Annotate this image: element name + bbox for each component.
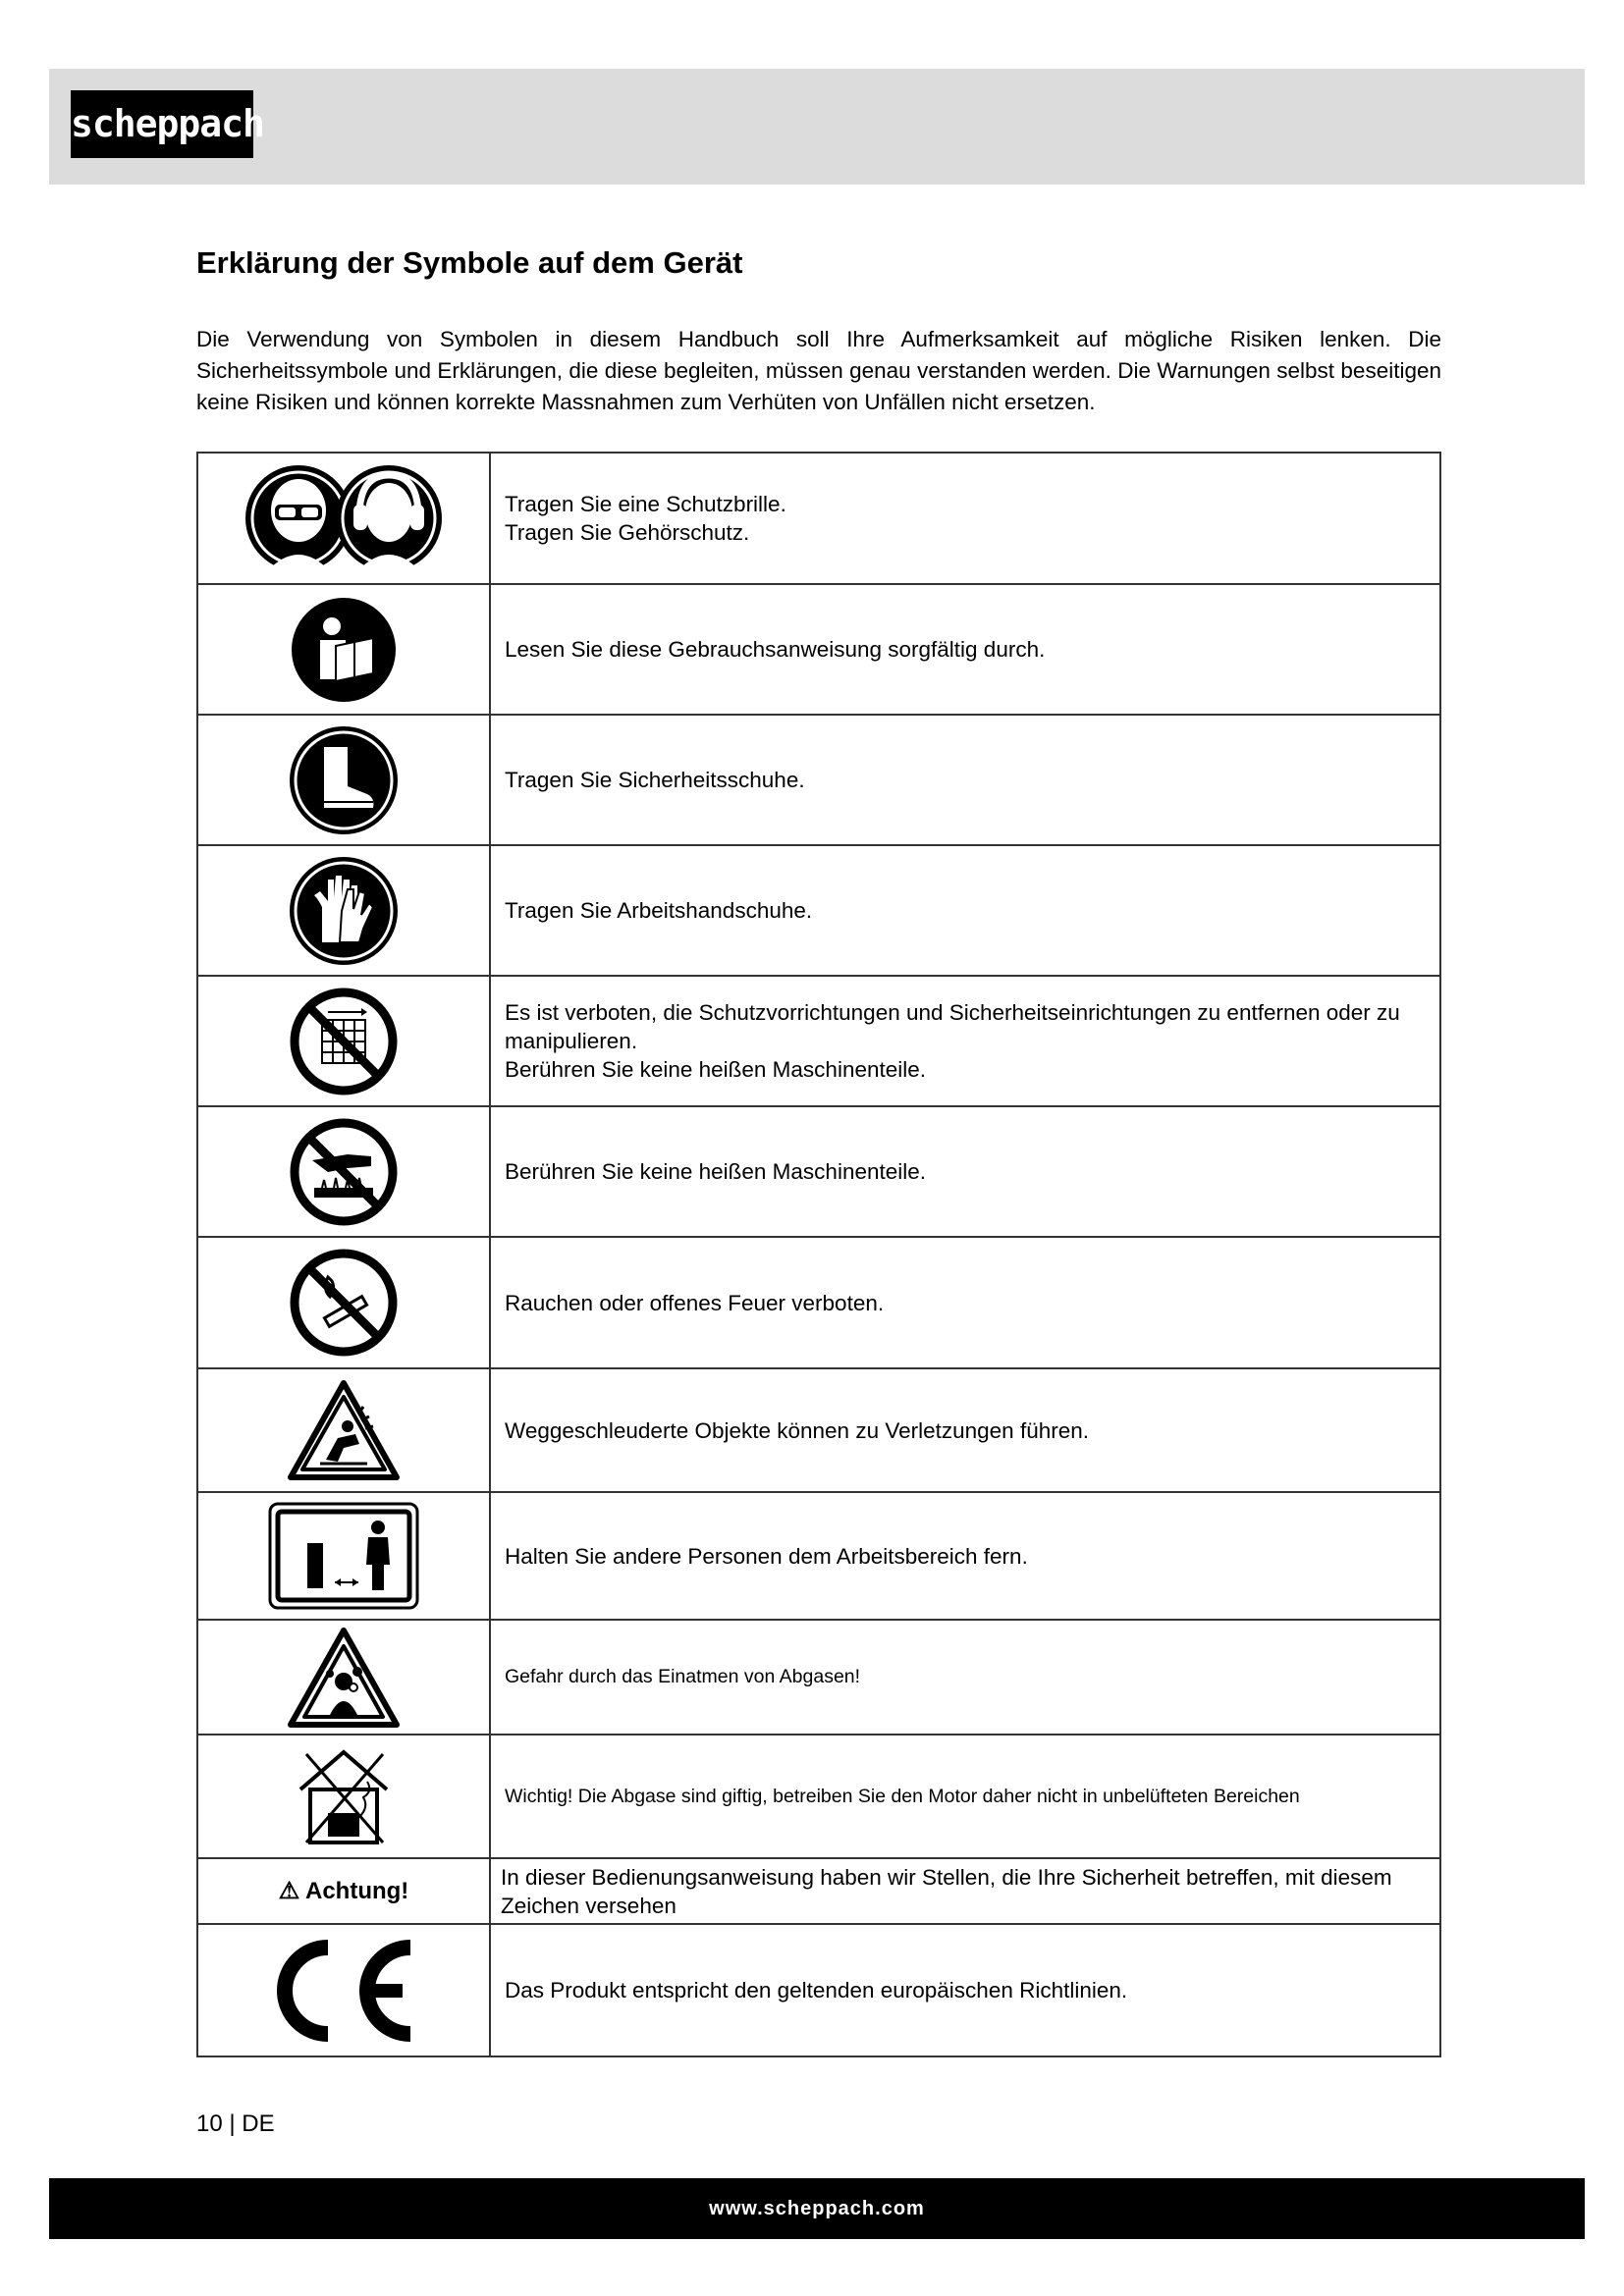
row-text-line: Berühren Sie keine heißen Maschinenteile. [505,1057,927,1082]
row-text-line: In dieser Bedienungsanweisung haben wir Stellen, die Ihre Sicherheit betreffen, mit diesem Zeichen versehen [501,1864,1392,1918]
table-row [197,976,1440,1106]
row-text-line: Gefahr durch das Einatmen von Abgasen! [505,1666,861,1687]
row-text-line: Halten Sie andere Personen dem Arbeitsbereich fern. [505,1543,1028,1569]
row-text-line: Wichtig! Die Abgase sind giftig, betreiben Sie den Motor daher nicht in unbelüfteten Bereichen [505,1785,1300,1807]
header-band [49,69,1585,185]
table-row [197,845,1440,976]
row-text-line: Tragen Sie Arbeitshandschuhe. [505,898,813,923]
row-text-line: Berühren Sie keine heißen Maschinenteile. [505,1159,927,1184]
table-row [197,1620,1440,1735]
table-row [197,1237,1440,1368]
table-row [197,1924,1440,2056]
ce-mark-icon [265,1936,422,2046]
row-text-line: Es ist verboten, die Schutzvorrichtungen und Sicherheitseinrichtungen zu entfernen oder zu manipulieren. [505,1000,1400,1053]
exhaust-gas-warning-icon [287,1627,401,1729]
no-smoking-fire-icon [289,1248,399,1358]
page-title: Erklärung der Symbole auf dem Gerät [196,245,743,280]
symbols-table [196,452,1441,2057]
flying-objects-warning-icon [287,1379,401,1481]
read-manual-icon [291,597,397,703]
table-row [197,715,1440,845]
page-number: 10 | DE [196,2110,275,2137]
eye-and-ear-protection-icon [245,461,442,575]
row-text-line: Tragen Sie Gehörschutz. [505,520,750,545]
row-text-line: Rauchen oder offenes Feuer verboten. [505,1290,885,1315]
work-gloves-icon [289,856,399,966]
keep-distance-icon [268,1502,419,1610]
no-touch-hot-parts-icon [289,1117,399,1227]
table-row [197,1735,1440,1858]
no-indoor-operation-icon [287,1744,401,1848]
safety-shoes-icon [289,725,399,835]
table-row [197,1492,1440,1620]
row-text-line: Weggeschleuderte Objekte können zu Verletzungen führen. [505,1417,1089,1443]
table-row [197,1858,1440,1924]
row-text-line: Tragen Sie eine Schutzbrille. [505,492,786,516]
achtung-label: ⚠ Achtung! [278,1878,409,1904]
row-text-line: Das Produkt entspricht den geltenden europäischen Richtlinien. [505,1978,1128,2002]
row-text-line: Lesen Sie diese Gebrauchsanweisung sorgfältig durch. [505,637,1046,662]
intro-paragraph: Die Verwendung von Symbolen in diesem Handbuch soll Ihre Aufmerksamkeit auf mögliche Risiken lenken. Die Sicherheitssymbole und Erklärungen, die diese begleiten, müssen genau verstanden werden. Die Warnungen selbst beseitigen keine Risiken und können korrekte Massnahmen zum Verhüten von Unfällen nicht ersetzen. [196,327,1441,414]
footer-url: www.scheppach.com [709,2198,925,2219]
table-row [197,1368,1440,1492]
row-text-line: Tragen Sie Sicherheitsschuhe. [505,768,805,792]
table-row [197,584,1440,715]
scheppach-logo: scheppach [71,90,253,158]
table-row [197,453,1440,584]
table-row [197,1106,1440,1237]
no-guard-removal-icon [289,987,399,1096]
